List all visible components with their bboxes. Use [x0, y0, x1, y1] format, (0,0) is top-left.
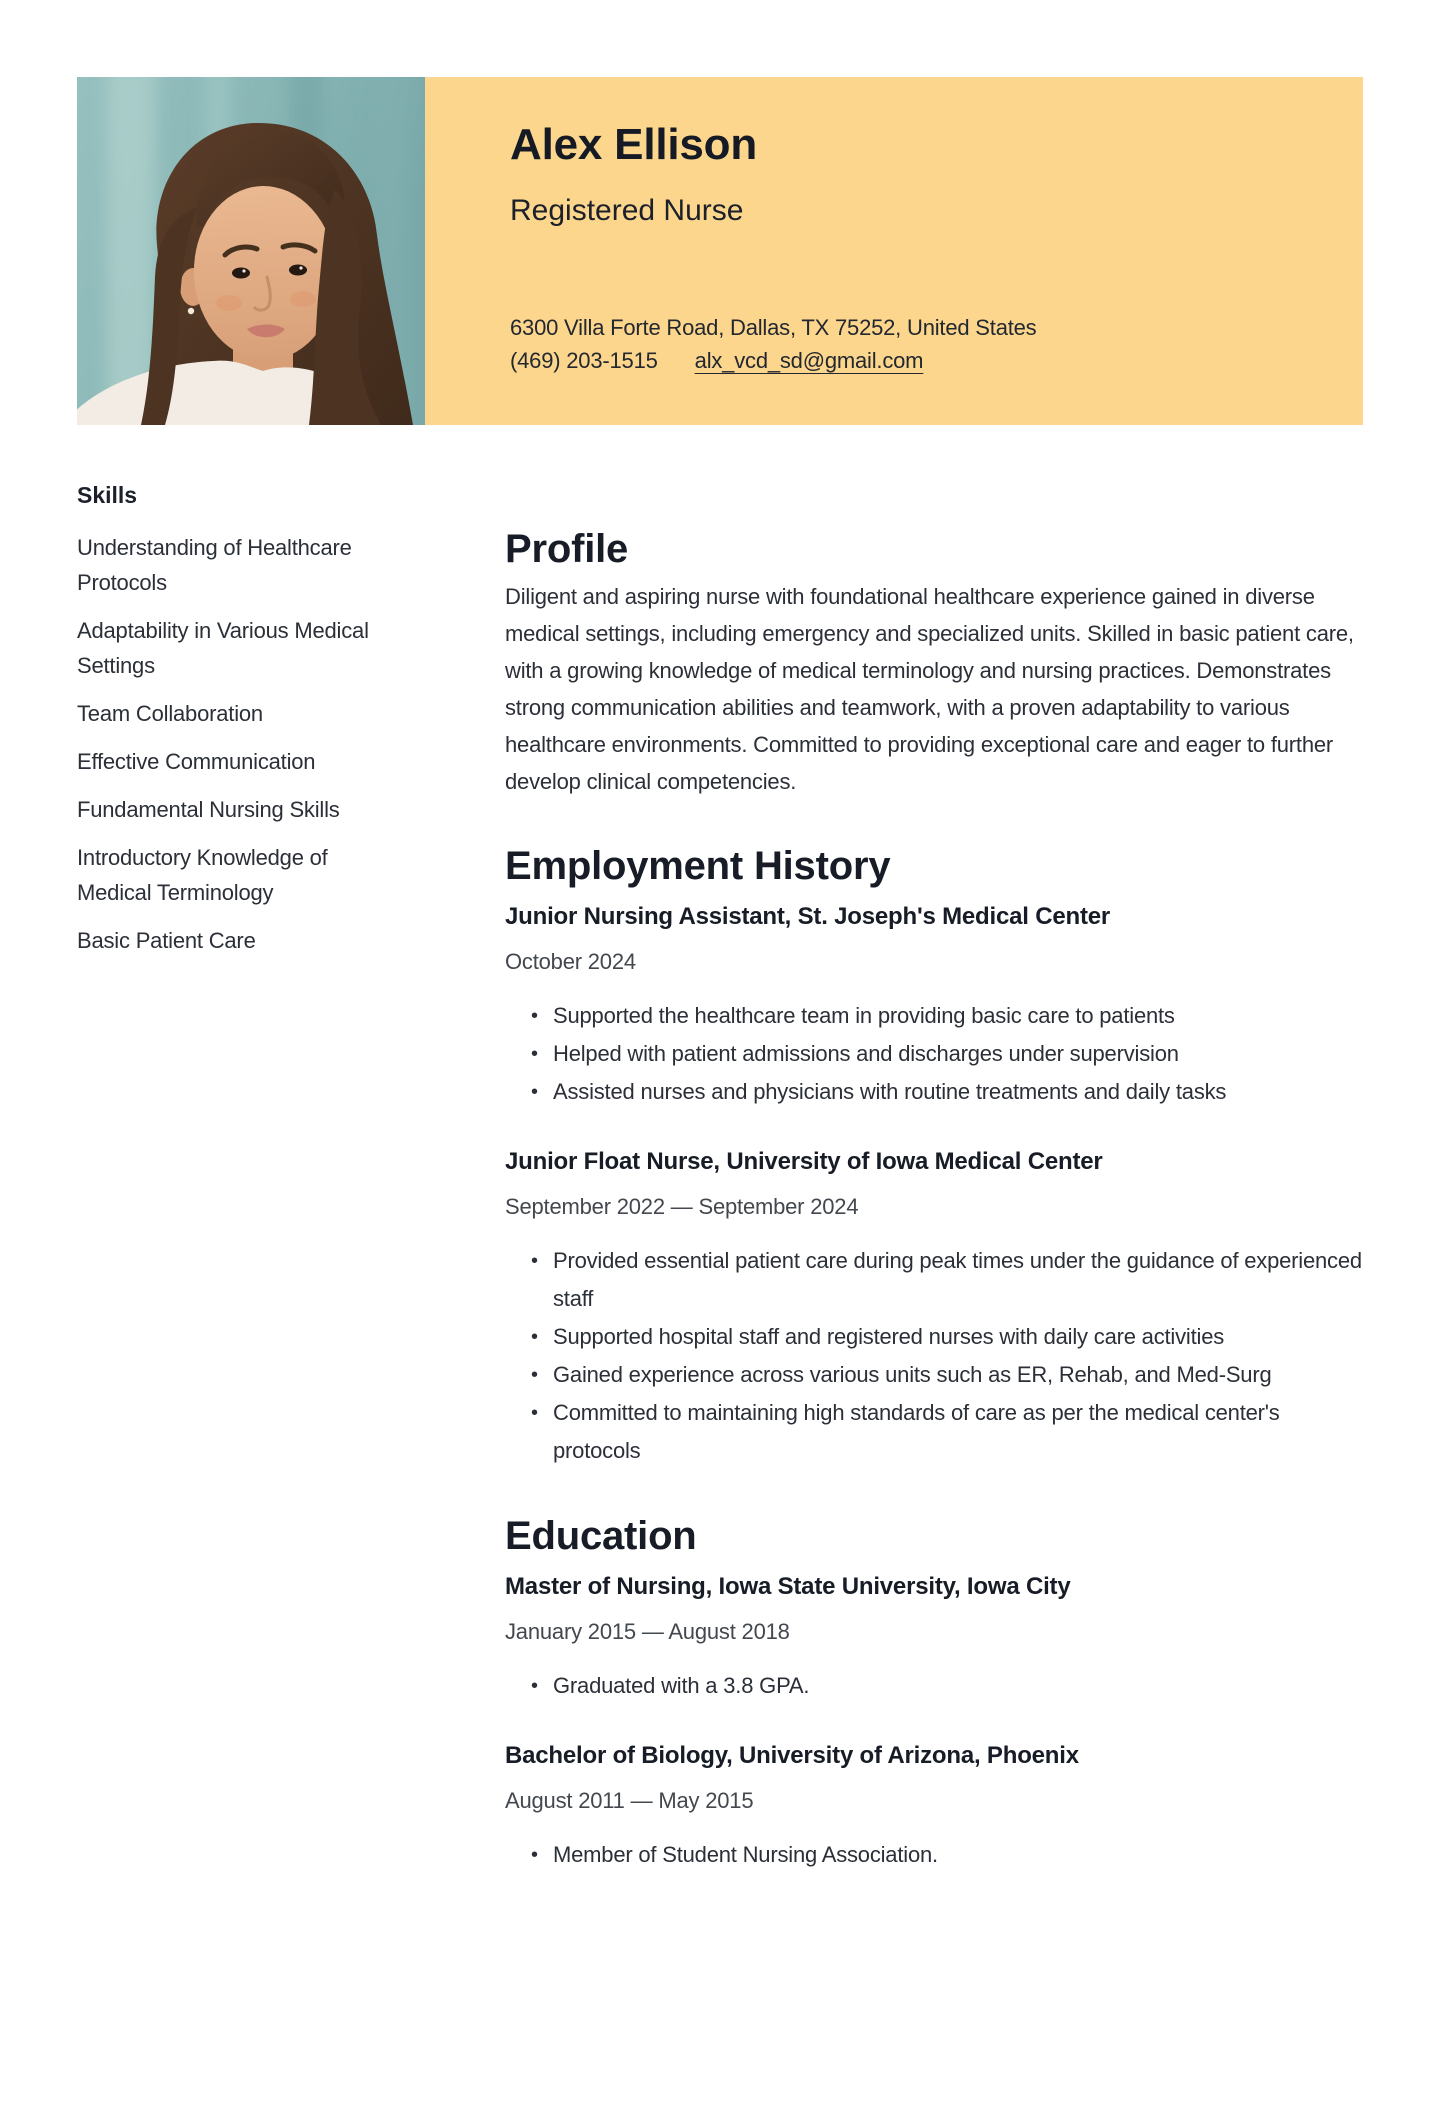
skill-item: Understanding of Healthcare Protocols [77, 535, 352, 595]
job-entry [505, 1147, 1363, 1470]
section-profile [505, 525, 1363, 800]
education-bullet-list [505, 1667, 1363, 1705]
contact-row [510, 344, 1303, 377]
name-heading: Alex Ellison [510, 120, 758, 169]
bullet-item: • Provided essential patient care during peak times under the guidance of experienced staff [505, 1242, 1363, 1318]
profile-heading: Profile [505, 527, 629, 571]
job-bullet-list [505, 1242, 1363, 1470]
education-entry-dates: August 2011 — May 2015 [505, 1788, 754, 1813]
header-banner [425, 77, 1363, 425]
job-entry-title: Junior Nursing Assistant, St. Joseph's Medical Center [505, 903, 1111, 930]
bullet-item: • Supported hospital staff and registered nurses with daily care activities [505, 1318, 1363, 1356]
section-education [505, 1512, 1363, 1874]
phone-text: (469) 203-1515 [510, 347, 658, 373]
bullet-item: • Gained experience across various units such as ER, Rehab, and Med-Surg [505, 1356, 1363, 1394]
education-entry [505, 1741, 1363, 1874]
contact-block [510, 311, 1303, 377]
main-content [505, 425, 1363, 1874]
skill-item: Basic Patient Care [77, 928, 256, 953]
email-link[interactable]: alx_vcd_sd@gmail.com [694, 347, 924, 373]
content-columns [77, 425, 1363, 1874]
employment-heading: Employment History [505, 844, 891, 888]
bullet-item: • Supported the healthcare team in providing basic care to patients [505, 997, 1363, 1035]
skill-item: Effective Communication [77, 749, 316, 774]
bullet-item: • Assisted nurses and physicians with routine treatments and daily tasks [505, 1073, 1363, 1111]
bullet-item: • Committed to maintaining high standards of care as per the medical center's protocols [505, 1394, 1363, 1470]
job-entry [505, 902, 1363, 1111]
job-entry-dates: September 2022 — September 2024 [505, 1194, 859, 1219]
education-entry-dates: January 2015 — August 2018 [505, 1619, 790, 1644]
skill-item: Fundamental Nursing Skills [77, 797, 340, 822]
skill-item: Team Collaboration [77, 701, 263, 726]
education-entry [505, 1572, 1363, 1705]
education-bullet-list [505, 1836, 1363, 1874]
header [77, 77, 1363, 425]
sidebar [77, 425, 407, 971]
job-entry-dates: October 2024 [505, 949, 636, 974]
bullet-item: • Member of Student Nursing Association. [505, 1836, 1363, 1874]
education-entry-title: Bachelor of Biology, University of Arizona, Phoenix [505, 1742, 1079, 1769]
portrait-illustration [77, 77, 425, 425]
bullet-item: • Graduated with a 3.8 GPA. [505, 1667, 1363, 1705]
resume-page [0, 77, 1440, 2113]
profile-photo [77, 77, 425, 425]
job-title: Registered Nurse [510, 193, 744, 227]
job-entry-title: Junior Float Nurse, University of Iowa Medical Center [505, 1148, 1103, 1175]
section-employment [505, 842, 1363, 1470]
address-text: 6300 Villa Forte Road, Dallas, TX 75252, United States [510, 314, 1037, 340]
job-bullet-list [505, 997, 1363, 1111]
bullet-item: • Helped with patient admissions and discharges under supervision [505, 1035, 1363, 1073]
skills-list [77, 530, 407, 958]
education-heading: Education [505, 1514, 697, 1558]
skills-heading: Skills [77, 482, 138, 508]
education-entry-title: Master of Nursing, Iowa State University, Iowa City [505, 1573, 1071, 1600]
profile-text: Diligent and aspiring nurse with foundational healthcare experience gained in diverse medical settings, including emergency and specialized units. Skilled in basic patient care, with a growing knowledge of medical terminology and nursing practices. Demonstrates strong communication abilities and teamwork, with a proven adaptability to various healthcare environments. Committed to providing exceptional care and eager to further develop clinical competencies. [505, 584, 1354, 794]
skill-item: Adaptability in Various Medical Settings [77, 618, 369, 678]
skill-item: Introductory Knowledge of Medical Terminology [77, 845, 328, 905]
